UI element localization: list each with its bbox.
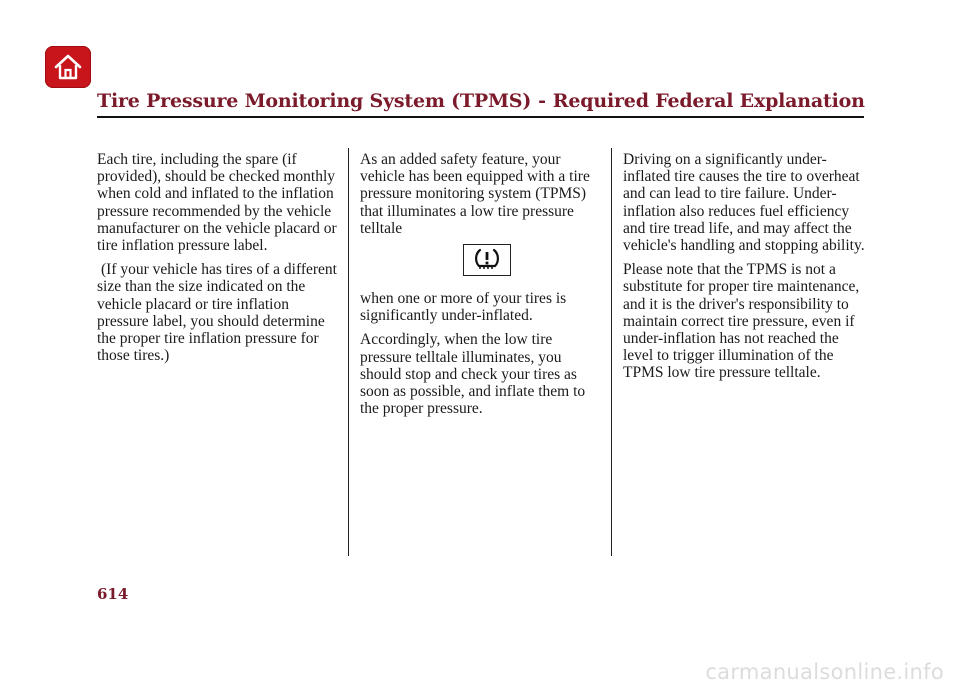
column-3	[623, 151, 868, 389]
paragraph: Accordingly, when the low tire pressure telltale illuminates, you should stop and check your tires as soon as possible, and inflate them to the proper pressure.	[360, 331, 586, 418]
page-number: 614	[97, 585, 129, 603]
home-icon	[53, 53, 83, 81]
column-divider	[611, 148, 612, 556]
title-main: Tire Pressure Monitoring System (TPMS)	[97, 90, 532, 112]
page-title	[97, 90, 865, 112]
title-dash: -	[538, 90, 546, 112]
paragraph: As an added safety feature, your vehicle has been equipped with a tire pressure monitoring system (TPMS) that illuminates a low tire pressure telltale	[360, 151, 590, 237]
title-sub: Required Federal Explanation	[552, 90, 865, 112]
column-divider	[348, 148, 349, 556]
paragraph: when one or more of your tires is significantly under-inflated.	[360, 290, 567, 325]
paragraph: (If your vehicle has tires of a different size than the size indicated on the vehicle placard or tire inflation pressure label, you should determine the proper tire inflation pressure for those tires.)	[97, 261, 337, 365]
paragraph: Please note that the TPMS is not a substitute for proper tire maintenance, and it is the driver's responsibility to maintain correct tire pressure, even if under-inflation has not reached the level to trigger illumination of the TPMS low tire pressure telltale.	[623, 261, 860, 382]
home-button[interactable]	[45, 46, 91, 88]
column-2	[360, 151, 605, 424]
low-tire-pressure-icon	[472, 247, 502, 273]
watermark: carmanualsonline.info	[705, 660, 944, 684]
title-rule	[97, 116, 864, 118]
telltale-icon-box	[463, 244, 511, 276]
paragraph: Each tire, including the spare (if provided), should be checked monthly when cold and inflated to the inflation pressure recommended by the vehicle manufacturer on the vehicle placard or tire inflation pressure label.	[97, 151, 337, 255]
column-1	[97, 151, 337, 371]
paragraph: Driving on a significantly under-inflated tire causes the tire to overheat and can lead to tire failure. Under-inflation also reduces fuel efficiency and tire tread life, and may affect the vehicle's handling and stopping ability.	[623, 151, 865, 255]
